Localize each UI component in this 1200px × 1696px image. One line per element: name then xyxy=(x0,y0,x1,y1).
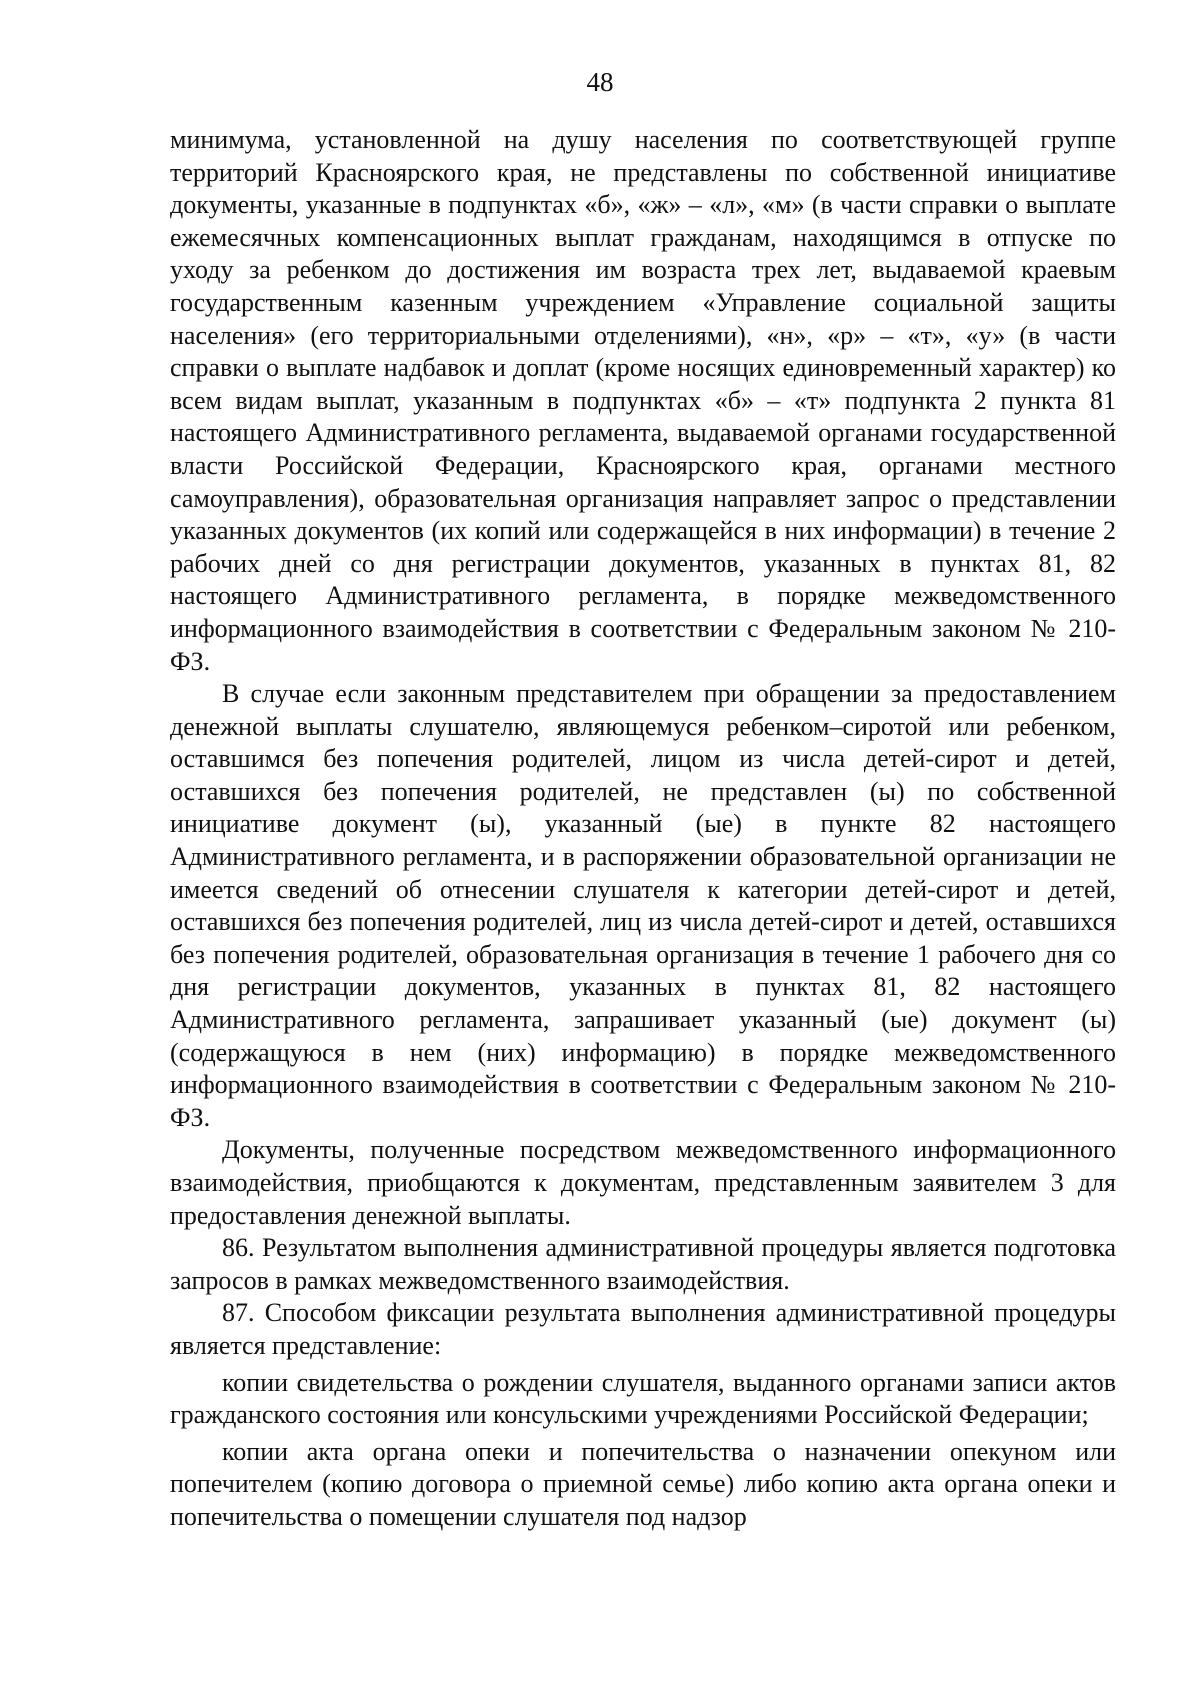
page-number: 48 xyxy=(586,67,614,97)
paragraph-guardianship-act: копии акта органа опеки и попечительства о назначении опекуном или попечителем (копию договора о приемной семье) либо копию акта органа опеки и попечительства о помещении слушателя под надзор xyxy=(170,1436,1116,1531)
paragraph-continuation: минимума, установленной на душу населения по соответствующей группе территорий Красноярского края, не представлены по собственной инициативе документы, указанные в подпунктах «б», «ж» – «л», «м» (в части справки о выплате ежемесячных компенсационных выплат гражданам, находящимся в отпуске по уходу за ребенком до достижения им возраста трех лет, выдаваемой краевым государственным казенным учреждением «Управление социальной защиты населения» (его территориальными отделениями), «н», «р» – «т», «у» (в части справки о выплате надбавок и доплат (кроме носящих единовременный характер) ко всем видам выплат, указанным в подпунктах «б» – «т» подпункта 2 пункта 81 настоящего Административного регламента, выдаваемой органами государственной власти Российской Федерации, Красноярского края, органами местного самоуправления), образовательная организация направляет запрос о представлении указанных документов (их копий или содержащейся в них информации) в течение 2 рабочих дней со дня регистрации документов, указанных в пунктах 81, 82 настоящего Административного регламента, в порядке межведомственного информационного взаимодействия в соответствии с Федеральным законом № 210-ФЗ. xyxy=(170,125,1116,676)
paragraph-item-87: 87. Способом фиксации результата выполнения административной процедуры является представление: xyxy=(170,1298,1116,1360)
paragraph-birth-certificate: копии свидетельства о рождении слушателя, выданного органами записи актов гражданского состояния или консульскими учреждениями Российской Федерации; xyxy=(170,1367,1116,1430)
paragraph-documents-received: Документы, полученные посредством межведомственного информационного взаимодействия, приобщаются к документам, представленным заявителем 3 для предоставления денежной выплаты. xyxy=(170,1135,1116,1230)
document-body xyxy=(170,124,1116,1534)
paragraph-item-86: 86. Результатом выполнения административной процедуры является подготовка запросов в рамках межведомственного взаимодействия. xyxy=(170,1233,1116,1295)
paragraph-legal-representative: В случае если законным представителем при обращении за предоставлением денежной выплаты слушателю, являющемуся ребенком–сиротой или ребенком, оставшимся без попечения родителей, лицом из числа детей-сирот и детей, оставшихся без попечения родителей, не представлен (ы) по собственной инициативе документ (ы), указанный (ые) в пункте 82 настоящего Административного регламента, и в распоряжении образовательной организации не имеется сведений об отнесении слушателя к категории детей-сирот и детей, оставшихся без попечения родителей, лиц из числа детей-сирот и детей, оставшихся без попечения родителей, образовательная организация в течение 1 рабочего дня со дня регистрации документов, указанных в пунктах 81, 82 настоящего Административного регламента, запрашивает указанный (ые) документ (ы) (содержащуюся в нем (них) информацию) в порядке межведомственного информационного взаимодействия в соответствии с Федеральным законом № 210-ФЗ. xyxy=(170,679,1116,1132)
